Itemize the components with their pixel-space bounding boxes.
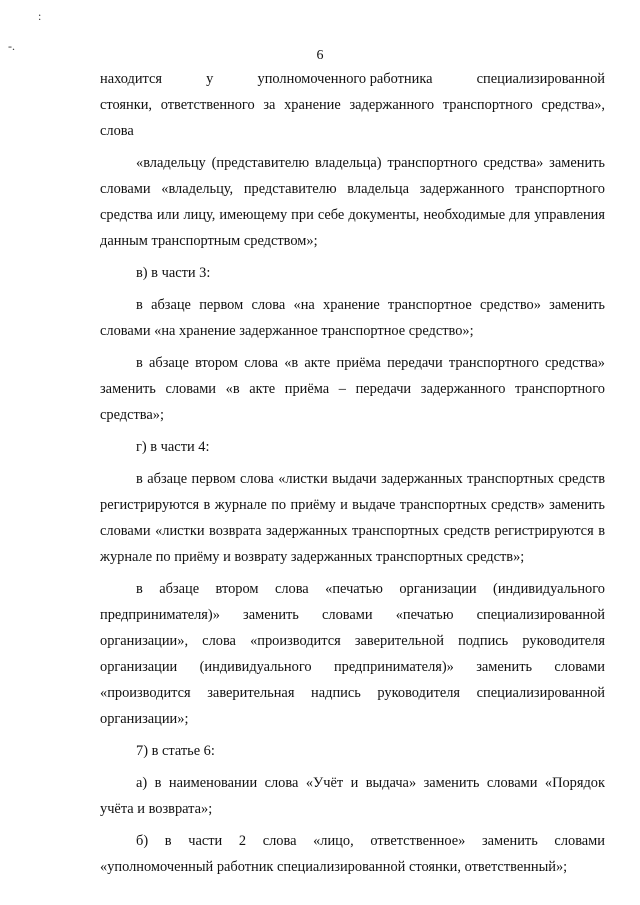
paragraph-text: в абзаце первом слова «на хранение транспортное средство» заменить словами «на хранение задержанное транспортное средство»; bbox=[100, 297, 605, 339]
scan-mark-colon: : bbox=[38, 9, 42, 23]
paragraph-continuation bbox=[100, 66, 605, 144]
list-marker-paragraph: г) в части 4: bbox=[136, 439, 210, 455]
paragraph-first-line bbox=[100, 66, 605, 92]
paragraph-text: в абзаце первом слова «листки выдачи задержанных транспортных средств регистрируются в журнале по приёму и выдаче транспортных средств» заменить словами «листки возврата задержанных транспортных средств регистрируются в журнале по приёму и возврату задержанных транспортных средств»; bbox=[100, 471, 605, 565]
word: уполномоченного работника bbox=[257, 71, 433, 87]
paragraph-text: в абзаце втором слова «в акте приёма передачи транспортного средства» заменить словами «в акте приёма – передачи задержанного транспортного средства»; bbox=[100, 355, 605, 423]
list-marker-paragraph: 7) в статье 6: bbox=[136, 743, 215, 759]
word: у bbox=[206, 71, 214, 87]
paragraph-text: в абзаце втором слова «печатью организации (индивидуального предпринимателя)» заменить словами «печатью специализированной организации», слова «производится заверительной подпись руководителя организации (индивидуального предпринимателя)» заменить словами «производится заверительная надпись руководителя специализированной организации»; bbox=[100, 581, 605, 727]
page-number: 6 bbox=[316, 48, 324, 63]
paragraph-text: стоянки, ответственного за хранение задержанного транспортного средства», слова bbox=[100, 97, 605, 139]
scan-mark-dash: -. bbox=[8, 39, 15, 53]
document-body bbox=[100, 66, 605, 880]
paragraph-text: «владельцу (представителю владельца) транспортного средства» заменить словами «владельцу, представителю владельца задержанного транспортного средства или лицу, имеющему при себе документы, необходимые для управления данным транспортным средством»; bbox=[100, 155, 605, 249]
paragraph-text: б) в части 2 слова «лицо, ответственное» заменить словами «уполномоченный работник специализированной стоянки, ответственный»; bbox=[100, 833, 605, 875]
paragraph-text: а) в наименовании слова «Учёт и выдача» заменить словами «Порядок учёта и возврата»; bbox=[100, 775, 605, 817]
word: находится bbox=[100, 71, 163, 87]
list-marker-paragraph: в) в части 3: bbox=[136, 265, 211, 281]
word: специализированной bbox=[476, 71, 605, 87]
